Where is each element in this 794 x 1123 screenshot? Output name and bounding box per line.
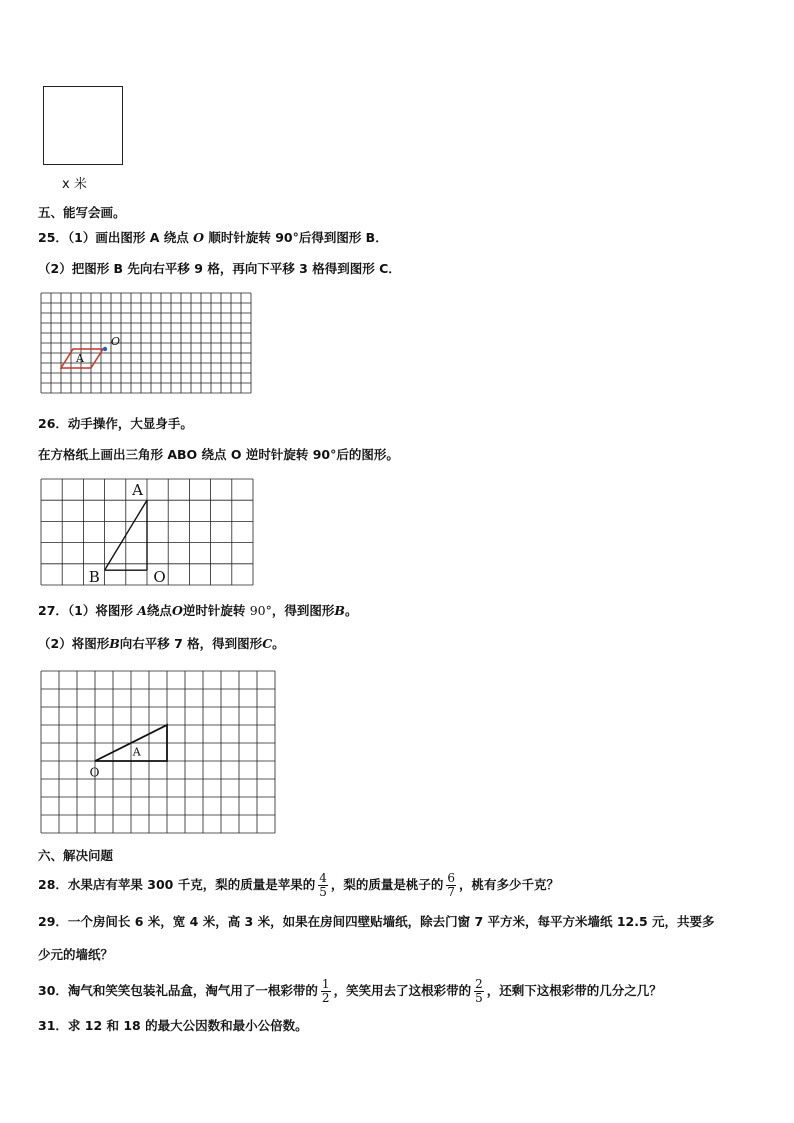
q27-figure-a: A xyxy=(137,603,147,618)
q31-number: 31． xyxy=(38,1018,68,1033)
q31-text-body: 求 12 和 18 的最大公因数和最小公倍数。 xyxy=(67,1018,308,1033)
q25-part2: （2）把图形 B 先向右平移 9 格，再向下平移 3 格得到图形 C． xyxy=(38,261,401,276)
q30-frac1-numerator: 1 xyxy=(321,977,330,991)
q27-p2-figure-c: C xyxy=(262,636,273,651)
q26-grid xyxy=(40,478,254,588)
q26-label-b: B xyxy=(88,567,100,586)
q29-number: 29． xyxy=(38,914,68,929)
q30-text-c: ，还剩下这根彩带的几分之几？ xyxy=(486,983,662,998)
q27-p2-text-c: 。 xyxy=(272,636,285,651)
q27-p1-text-d: ，得到图形 xyxy=(271,603,335,618)
q27-number: 27． xyxy=(38,603,68,618)
q25-number: 25． xyxy=(38,230,68,245)
q26-instruction: 在方格纸上画出三角形 ABO 绕点 O 逆时针旋转 90°后的图形。 xyxy=(38,447,399,462)
q25-label-o: O xyxy=(111,335,121,348)
q25-point-o-dot xyxy=(103,347,107,351)
q28-text-c: ，桃有多少千克？ xyxy=(459,877,560,892)
q28-frac2-denominator: 7 xyxy=(447,885,456,899)
q28-frac1-denominator: 5 xyxy=(319,885,327,899)
q30-fraction-1 xyxy=(321,978,331,1005)
q30-text-b: ，笑笑用去了这根彩带的 xyxy=(333,983,472,998)
q30-frac2-denominator: 5 xyxy=(475,991,483,1005)
q27-p1-text-a: （1）将图形 xyxy=(67,603,138,618)
q30-text xyxy=(38,974,662,1008)
q31-text xyxy=(38,1018,308,1034)
q25-label-a: A xyxy=(76,352,84,365)
q27-part1 xyxy=(38,603,357,619)
q29-line-2: 少元的墙纸？ xyxy=(38,947,114,962)
q26-title-text: 动手操作，大显身手。 xyxy=(67,416,193,431)
q25-p1-text-a: （1）画出图形 A 绕点 xyxy=(67,230,194,245)
q30-fraction-2 xyxy=(474,978,484,1005)
q27-p1-text-c: 逆时针旋转 xyxy=(182,603,250,618)
q28-frac2-numerator: 6 xyxy=(447,871,456,885)
q28-frac1-numerator: 4 xyxy=(319,871,327,885)
q27-figure-b: B xyxy=(334,603,345,618)
q25-p1-text-b: 顺时针旋转 90°后得到图形 B． xyxy=(203,230,388,245)
q28-fraction-1 xyxy=(318,872,328,899)
q27-degree: 90° xyxy=(249,603,272,618)
q27-p1-text-e: 。 xyxy=(344,603,358,618)
q26-number: 26． xyxy=(38,416,68,431)
q30-text-a: 淘气和笑笑包装礼品盒，淘气用了一根彩带的 xyxy=(67,983,318,998)
q29-line-1 xyxy=(38,914,715,930)
q30-frac1-denominator: 2 xyxy=(321,991,330,1005)
q28-text-a: 水果店有苹果 300 千克，梨的质量是苹果的 xyxy=(67,877,316,892)
q27-part2 xyxy=(38,636,285,652)
q26-label-o: O xyxy=(153,567,166,586)
q26-title xyxy=(38,416,193,432)
section-5-title: 五、能写会画。 xyxy=(38,205,126,220)
q27-p2-text-a: （2）将图形 xyxy=(38,636,110,651)
square-unit-label: x 米 xyxy=(62,177,87,192)
q27-grid xyxy=(40,670,276,833)
q27-point-o: O xyxy=(171,603,183,618)
q30-frac2-numerator: 2 xyxy=(475,977,483,991)
q30-number: 30． xyxy=(38,983,68,998)
q28-fraction-2 xyxy=(446,872,456,899)
q29-line1-text: 一个房间长 6 米，宽 4 米，高 3 米，如果在房间四壁贴墙纸，除去门窗 7 平方米，每平方米墙纸 12.5 元，共要多 xyxy=(67,914,715,929)
q25-part1 xyxy=(38,230,388,246)
q28-text xyxy=(38,868,559,902)
q26-label-a: A xyxy=(132,480,144,499)
q25-grid xyxy=(40,292,254,400)
q28-number: 28． xyxy=(38,877,68,892)
q27-p2-figure-b: B xyxy=(109,636,120,651)
q27-p1-text-b: 绕点 xyxy=(146,603,172,618)
q28-text-b: ，梨的质量是桃子的 xyxy=(330,877,444,892)
q25-point-o: O xyxy=(193,230,204,245)
square-figure xyxy=(43,86,123,165)
section-6-title: 六、解决问题 xyxy=(38,848,114,863)
q27-p2-text-b: 向右平移 7 格，得到图形 xyxy=(119,636,263,651)
q27-label-a: A xyxy=(132,745,141,759)
q27-label-o: O xyxy=(89,765,100,780)
